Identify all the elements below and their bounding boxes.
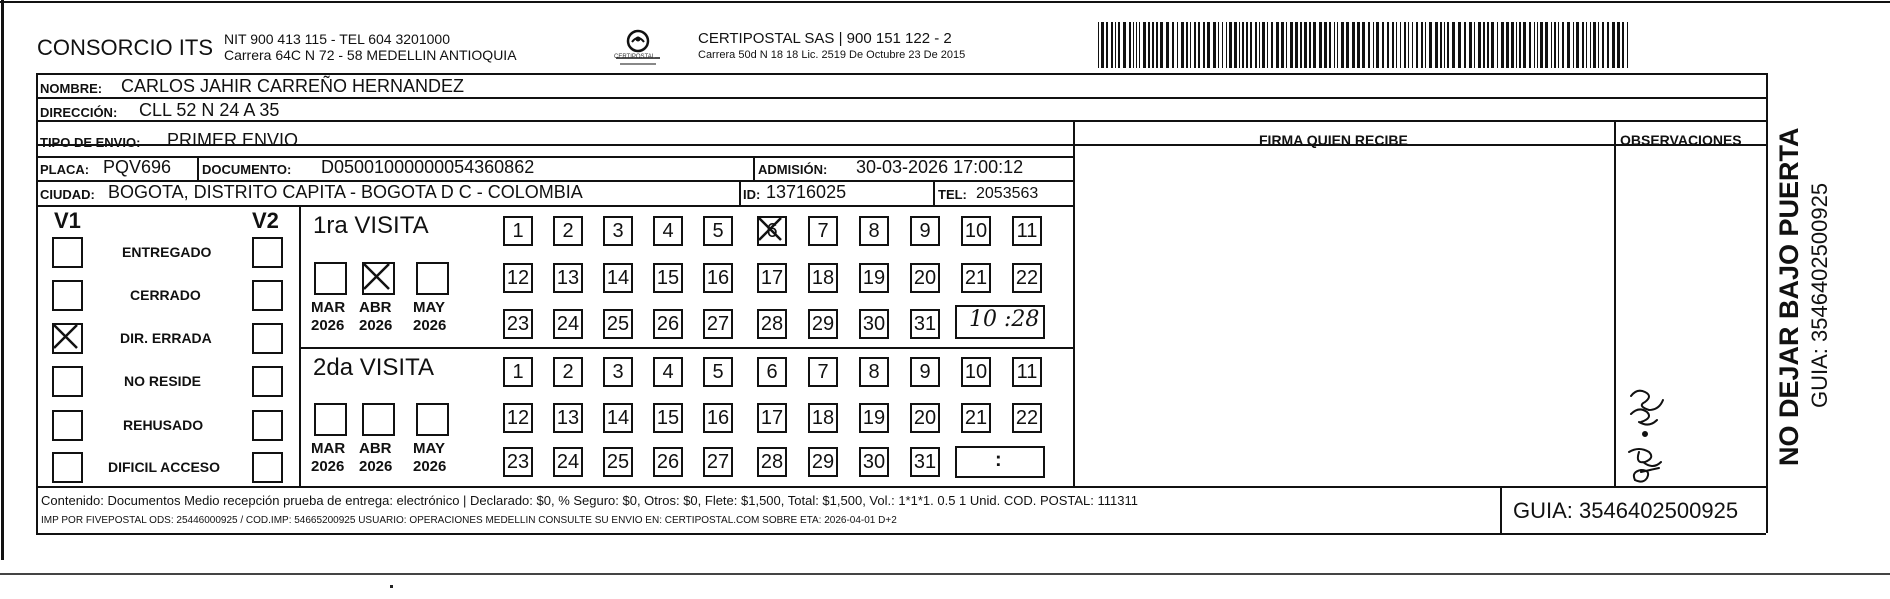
visit1-month-checkbox[interactable] — [362, 262, 395, 295]
firma-header: FIRMA QUIEN RECIBE — [1259, 132, 1408, 148]
visit2-day-box[interactable]: 18 — [808, 403, 838, 433]
visit1-day-box[interactable]: 12 — [503, 263, 533, 293]
visit2-day-box[interactable]: 9 — [910, 357, 940, 387]
grid-line — [299, 347, 1073, 349]
grid-line — [739, 180, 741, 205]
direccion-label: DIRECCIÓN: — [40, 105, 118, 120]
visit1-day-box[interactable]: 27 — [703, 309, 733, 339]
visit1-month-checkbox[interactable] — [416, 262, 449, 295]
visit1-time-value: 10 :28 — [969, 307, 1040, 332]
logo-caption: CERTIPOSTAL — [614, 54, 656, 60]
visit1-day-box[interactable]: 6 — [757, 216, 787, 246]
visit1-day-box[interactable]: 23 — [503, 309, 533, 339]
placa-label: PLACA: — [40, 162, 90, 177]
visit2-month-checkbox[interactable] — [362, 403, 395, 436]
status-label: CERRADO — [130, 287, 201, 303]
visit2-day-box[interactable]: 30 — [859, 447, 889, 477]
tipo-envio-value: PRIMER ENVIO — [167, 130, 299, 150]
visit1-day-box[interactable]: 30 — [859, 309, 889, 339]
visit1-day-box[interactable]: 25 — [603, 309, 633, 339]
visit1-day-box[interactable]: 21 — [961, 263, 991, 293]
grid-line — [36, 73, 1766, 75]
certipostal-logo — [612, 28, 664, 68]
visit2-day-box[interactable]: 14 — [603, 403, 633, 433]
visit2-day-box[interactable]: 15 — [653, 403, 683, 433]
visit1-year-label: 2026 — [359, 317, 393, 334]
visit2-month-label: ABR — [359, 440, 392, 457]
visit1-day-box[interactable]: 1 — [503, 216, 533, 246]
visit1-day-box[interactable]: 26 — [653, 309, 683, 339]
visit1-day-box[interactable]: 8 — [859, 216, 889, 246]
status-v2-checkbox[interactable] — [252, 280, 283, 311]
visit1-day-box[interactable]: 11 — [1012, 216, 1042, 246]
visit2-day-box[interactable]: 16 — [703, 403, 733, 433]
visit1-day-box[interactable]: 4 — [653, 216, 683, 246]
status-v1-checkbox[interactable] — [52, 452, 83, 483]
visit1-day-box[interactable]: 19 — [859, 263, 889, 293]
status-label: DIFICIL ACCESO — [108, 459, 221, 475]
visit2-day-box[interactable]: 6 — [757, 357, 787, 387]
visit2-day-box[interactable]: 25 — [603, 447, 633, 477]
grid-line — [36, 120, 1766, 122]
grid-line — [36, 486, 1766, 488]
no-dejar-bajo-puerta: NO DEJAR BAJO PUERTA — [1774, 127, 1804, 466]
visit2-day-box[interactable]: 19 — [859, 403, 889, 433]
visit2-day-box[interactable]: 21 — [961, 403, 991, 433]
visit1-day-box[interactable]: 13 — [553, 263, 583, 293]
admision-value: 30-03-2026 17:00:12 — [856, 157, 1024, 177]
visit2-year-label: 2026 — [311, 458, 345, 475]
documento-value: D05001000000054360862 — [321, 157, 535, 177]
grid-line — [36, 533, 1766, 535]
visit2-day-box[interactable]: 22 — [1012, 403, 1042, 433]
status-v2-checkbox[interactable] — [252, 323, 283, 354]
status-label: REHUSADO — [123, 417, 204, 433]
tipo-envio-label: TIPO DE ENVIO: — [40, 135, 141, 150]
visit2-month-label: MAR — [311, 440, 346, 457]
handwritten-note — [1615, 340, 1685, 486]
status-v2-checkbox[interactable] — [252, 410, 283, 441]
grid-line — [36, 97, 1766, 99]
id-label: ID: — [743, 187, 761, 202]
visit1-month-label: MAY — [413, 299, 445, 316]
visit1-day-box[interactable]: 5 — [703, 216, 733, 246]
status-v1-checkbox[interactable] — [52, 410, 83, 441]
company-name: CONSORCIO ITS — [37, 35, 214, 60]
grid-line — [933, 180, 935, 205]
nombre-value: CARLOS JAHIR CARREÑO HERNANDEZ — [121, 76, 465, 96]
visit2-day-box[interactable]: 3 — [603, 357, 633, 387]
visit2-day-box[interactable]: 29 — [808, 447, 838, 477]
visit1-day-box[interactable]: 22 — [1012, 263, 1042, 293]
grid-line — [299, 205, 301, 486]
placa-value: PQV696 — [103, 157, 172, 177]
grid-line — [1766, 120, 1768, 486]
carrier-name: CERTIPOSTAL SAS | 900 151 122 - 2 — [698, 30, 952, 47]
grid-line — [753, 156, 755, 180]
visit1-day-box[interactable]: 17 — [757, 263, 787, 293]
visit2-day-box[interactable]: 27 — [703, 447, 733, 477]
visit1-day-box[interactable]: 29 — [808, 309, 838, 339]
visit2-day-box[interactable]: 26 — [653, 447, 683, 477]
grid-line — [36, 205, 1073, 207]
visit1-day-box[interactable]: 10 — [961, 216, 991, 246]
footer-contenido: Contenido: Documentos Medio recepción prueba de entrega: electrónico | Declarado: $0, % Seguro: $0, Otros: $0, Flete: $1,500, Total: $1,500, Vol.: 1*1*1. 0.5 1 Unid. COD. POSTAL: 111311 — [41, 493, 1138, 508]
visit2-time-value: : — [995, 449, 1002, 471]
nombre-label: NOMBRE: — [40, 81, 103, 96]
visit2-day-box[interactable]: 2 — [553, 357, 583, 387]
grid-line — [36, 73, 38, 533]
visit1-month-label: MAR — [311, 299, 346, 316]
visit1-year-label: 2026 — [311, 317, 345, 334]
company-nit-tel: NIT 900 413 115 - TEL 604 3201000 — [224, 31, 450, 47]
status-v2-checkbox[interactable] — [252, 452, 283, 483]
documento-label: DOCUMENTO: — [202, 162, 292, 177]
visit2-year-label: 2026 — [359, 458, 393, 475]
visit2-title: 2da VISITA — [313, 354, 434, 381]
direccion-value: CLL 52 N 24 A 35 — [139, 100, 280, 120]
tel-label: TEL: — [938, 187, 967, 202]
visit2-day-box[interactable]: 24 — [553, 447, 583, 477]
visit2-day-box[interactable]: 5 — [703, 357, 733, 387]
visit1-month-checkbox[interactable] — [314, 262, 347, 295]
visit2-day-box[interactable]: 4 — [653, 357, 683, 387]
footer-guia: GUIA: 3546402500925 — [1513, 498, 1739, 523]
carrier-license: Carrera 50d N 18 18 Lic. 2519 De Octubre 23 De 2015 — [698, 49, 966, 61]
visit2-day-box[interactable]: 1 — [503, 357, 533, 387]
status-label: ENTREGADO — [122, 244, 212, 260]
visit1-day-box[interactable]: 28 — [757, 309, 787, 339]
visit2-month-checkbox[interactable] — [314, 403, 347, 436]
grid-line — [197, 156, 199, 180]
footer-imp: IMP POR FIVEPOSTAL ODS: 25446000925 / COD.IMP: 54665200925 USUARIO: OPERACIONES MEDELLIN CONSULTE SU ENVIO EN: CERTIPOSTAL.COM SOBRE ETA: 2026-04-01 D+2 — [41, 515, 897, 526]
visit2-day-box[interactable]: 17 — [757, 403, 787, 433]
visit2-day-box[interactable]: 7 — [808, 357, 838, 387]
status-v1-checkbox[interactable] — [52, 366, 83, 397]
visit2-day-box[interactable]: 28 — [757, 447, 787, 477]
v1-label: V1 — [54, 208, 81, 233]
scan-left-edge — [1, 0, 4, 560]
status-v2-checkbox[interactable] — [252, 237, 283, 268]
visit2-month-checkbox[interactable] — [416, 403, 449, 436]
visit1-day-box[interactable]: 24 — [553, 309, 583, 339]
visit2-day-box[interactable]: 10 — [961, 357, 991, 387]
visit2-day-box[interactable]: 20 — [910, 403, 940, 433]
visit1-month-label: ABR — [359, 299, 392, 316]
visit2-day-box[interactable]: 12 — [503, 403, 533, 433]
visit1-day-box[interactable]: 9 — [910, 216, 940, 246]
visit2-month-label: MAY — [413, 440, 445, 457]
status-v1-checkbox[interactable] — [52, 237, 83, 268]
side-guia: GUIA: 3546402500925 — [1807, 182, 1832, 408]
visit1-day-box[interactable]: 20 — [910, 263, 940, 293]
ciudad-value: BOGOTA, DISTRITO CAPITA - BOGOTA D C - COLOMBIA — [108, 182, 583, 202]
tel-value: 2053563 — [976, 185, 1039, 202]
visit2-day-box[interactable]: 23 — [503, 447, 533, 477]
visit1-day-box[interactable]: 16 — [703, 263, 733, 293]
visit1-day-box[interactable]: 2 — [553, 216, 583, 246]
status-v1-checkbox[interactable] — [52, 323, 83, 354]
status-v2-checkbox[interactable] — [252, 366, 283, 397]
grid-line — [1500, 486, 1502, 533]
visit2-day-box[interactable]: 8 — [859, 357, 889, 387]
visit2-day-box[interactable]: 31 — [910, 447, 940, 477]
visit1-title: 1ra VISITA — [313, 212, 429, 239]
ciudad-label: CIUDAD: — [40, 187, 95, 202]
visit1-day-box[interactable]: 15 — [653, 263, 683, 293]
company-address: Carrera 64C N 72 - 58 MEDELLIN ANTIOQUIA — [224, 47, 517, 63]
scan-speck — [390, 585, 393, 588]
status-label: DIR. ERRADA — [120, 330, 212, 346]
id-value: 13716025 — [766, 182, 847, 202]
observaciones-header: OBSERVACIONES — [1620, 132, 1742, 148]
status-v1-checkbox[interactable] — [52, 280, 83, 311]
admision-label: ADMISIÓN: — [758, 162, 828, 177]
status-label: NO RESIDE — [124, 373, 202, 389]
barcode — [1098, 22, 1634, 68]
visit1-day-box[interactable]: 18 — [808, 263, 838, 293]
visit1-day-box[interactable]: 3 — [603, 216, 633, 246]
scan-top-edge — [0, 1, 1890, 3]
visit2-day-box[interactable]: 13 — [553, 403, 583, 433]
visit2-year-label: 2026 — [413, 458, 447, 475]
visit2-day-box[interactable]: 11 — [1012, 357, 1042, 387]
visit1-day-box[interactable]: 31 — [910, 309, 940, 339]
v2-label: V2 — [252, 208, 279, 233]
visit1-year-label: 2026 — [413, 317, 447, 334]
grid-line — [1073, 120, 1075, 486]
visit1-day-box[interactable]: 7 — [808, 216, 838, 246]
scan-bottom-edge — [0, 573, 1890, 575]
visit1-day-box[interactable]: 14 — [603, 263, 633, 293]
